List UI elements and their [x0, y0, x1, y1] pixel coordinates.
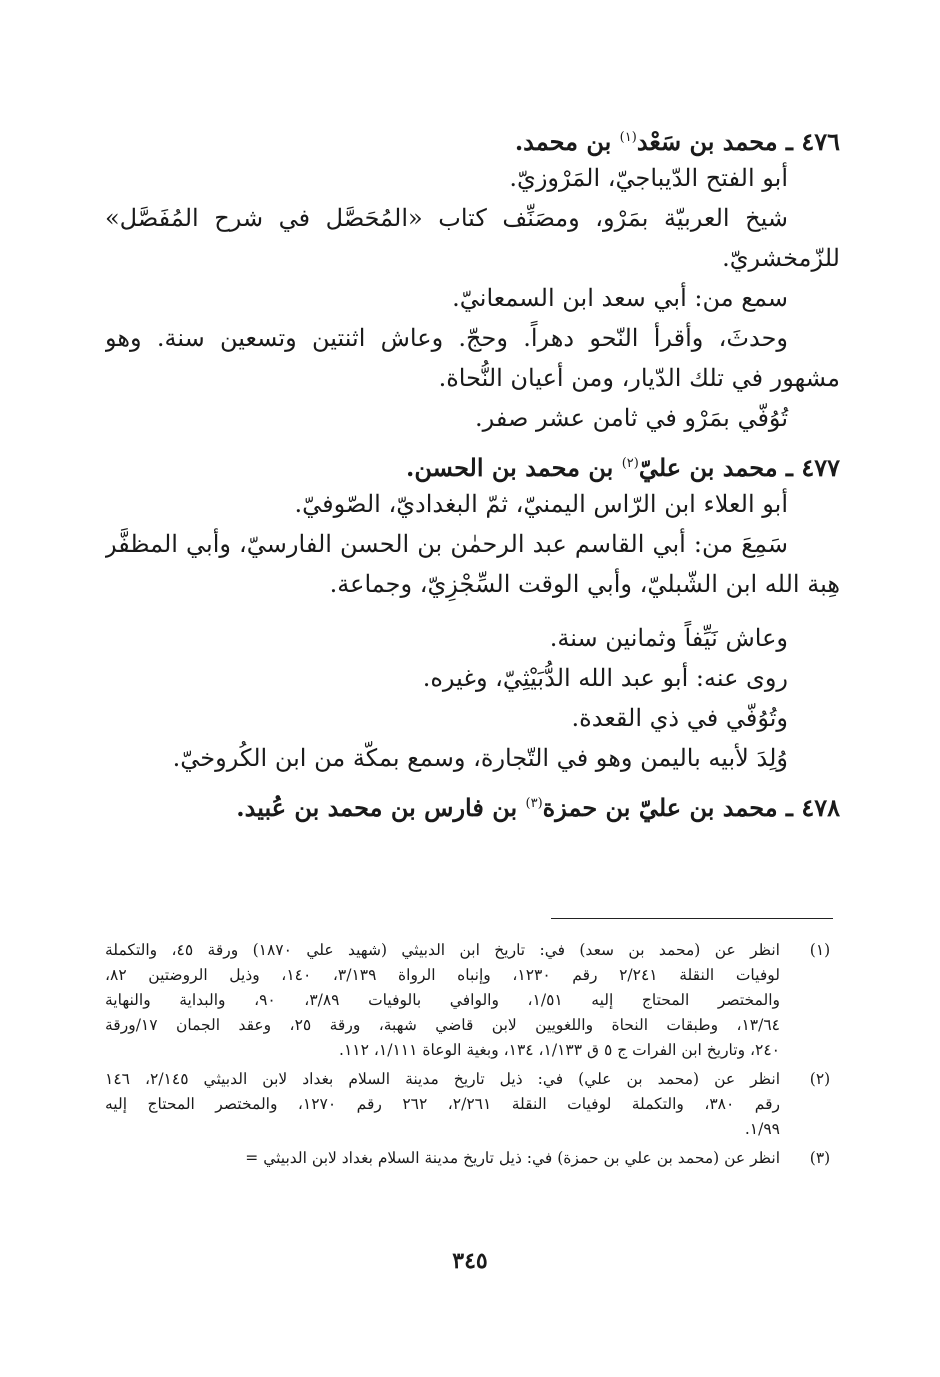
footnote-3	[105, 1146, 840, 1171]
footnote-ref[interactable]: (١)	[619, 130, 637, 145]
text-line: وعاش نَيِّفاً وثمانين سنة.	[549, 624, 788, 652]
footnote-line: انظر عن (محمد بن علي بن حمزة) في: ذيل تاريخ مدينة السلام بغداد لابن الدبيثي =	[245, 1149, 780, 1167]
text-line: سمع من: أبي سعد ابن السمعانيّ.	[452, 284, 788, 312]
entry-heading-477	[105, 444, 840, 484]
page-number: ٣٤٥	[452, 1248, 488, 1274]
footnote-line: لوفيات النقلة ٢/٢٤١ رقم ١٢٣٠، وإنباه الرواة ٣/١٣٩، ١٤٠، وذيل الروضتين ٨٢،	[105, 966, 780, 984]
footnote-line: ٢٤٠، وتاريخ ابن الفرات ج ٥ ق ١/١٣٣، ١٣٤، وبغية الوعاة ١/١١١، ١١٢.	[339, 1041, 780, 1059]
entry-heading-rest: بن محمد بن الحسن.	[406, 453, 622, 482]
text-line: وتُوُفّي في ذي القعدة.	[571, 704, 788, 732]
entry-heading-text: ٤٧٦ ـ محمد بن سَعْد	[636, 127, 840, 156]
entry-heading-478	[105, 784, 840, 824]
entry-heading-rest: بن محمد.	[514, 127, 620, 156]
text-line: وحدثَ، وأقرأ النّحو دهراً. وحجّ. وعاش اثنتين وتسعين سنة. وهو	[105, 324, 788, 352]
text-line: هِبة الله ابن الشّبليّ، وأبي الوقت السِّجْزِيّ، وجماعة.	[329, 570, 840, 598]
footnote-line: ١/٩٩.	[744, 1120, 780, 1138]
footnote-line: رقم ٣٨٠، والتكملة لوفيات النقلة ٢/٢٦١، ٢٦٢ رقم ١٢٧٠، والمختصر المحتاج إليه	[105, 1095, 780, 1113]
text-line: روى عنه: أبو عبد الله الدُّبَيْثِيّ، وغيره.	[422, 664, 788, 692]
footnote-1	[105, 938, 840, 1063]
entry-heading-rest: بن فارس بن محمد بن عُبيد.	[236, 793, 526, 822]
footnote-ref[interactable]: (٢)	[621, 456, 639, 471]
entry-heading-text: ٤٧٧ ـ محمد بن عليّ	[638, 453, 840, 482]
text-line: وُلِدَ لأبيه باليمن وهو في التّجارة، وسمع بمكّة من ابن الكُروخيّ.	[172, 744, 788, 772]
text-line: أبو الفتح الدّيباجيّ، المَرْوزيّ.	[509, 164, 788, 192]
text-line: للزّمخشريّ.	[722, 244, 840, 272]
footnote-number: (١)	[809, 941, 831, 959]
footnote-line: انظر عن (محمد بن علي) في: ذيل تاريخ مدينة السلام بغداد لابن الدبيثي ٢/١٤٥، ١٤٦	[105, 1070, 780, 1088]
text-line: سَمِعَ من: أبي القاسم عبد الرحمٰن بن الحسن الفارسيّ، وأبي المظفَّر	[105, 530, 788, 558]
text-line: شيخ العربيّة بمَرْو، ومصَنِّف كتاب «المُحَصَّل في شرح المُفَصَّل»	[105, 204, 788, 232]
footnote-line: ١٣/٦٤، وطبقات النحاة واللغويين لابن قاضي شهبة، ورقة ٢٥، وعقد الجمان ١٧/ورقة	[105, 1016, 780, 1034]
entry-heading-text: ٤٧٨ ـ محمد بن عليّ بن حمزة	[542, 793, 840, 822]
footnote-separator	[551, 918, 833, 919]
entry-heading-476	[105, 118, 840, 158]
footnote-2	[105, 1067, 840, 1142]
main-text	[105, 118, 840, 824]
footnote-number: (٣)	[809, 1149, 831, 1167]
footnote-line: انظر عن (محمد بن سعد) في: تاريخ ابن الدبيثي (شهيد علي ١٨٧٠) ورقة ٤٥، والتكملة	[105, 941, 780, 959]
text-line: أبو العلاء ابن الرّاس اليمنيّ، ثمّ البغداديّ، الصّوفيّ.	[294, 490, 788, 518]
footnote-line: والمختصر المحتاج إليه ١/٥١، والوافي بالوفيات ٣/٨٩، ٩٠، والبداية والنهاية	[105, 991, 780, 1009]
text-line: تُوُفّي بمَرْو في ثامن عشر صفر.	[474, 404, 788, 432]
footnote-number: (٢)	[809, 1070, 831, 1088]
footnotes	[105, 938, 840, 1175]
text-line: مشهور في تلك الدّيار، ومن أعيان النُّحاة.	[438, 364, 840, 392]
footnote-ref[interactable]: (٣)	[525, 796, 543, 811]
